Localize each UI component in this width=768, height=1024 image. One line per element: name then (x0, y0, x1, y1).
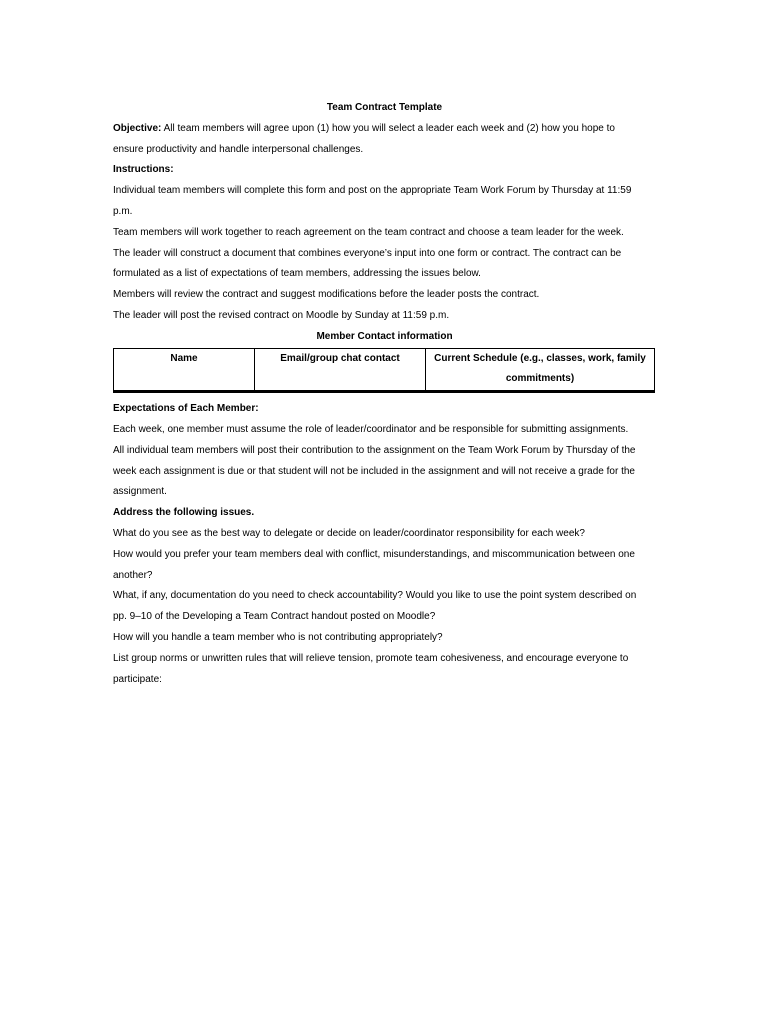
column-header-schedule: Current Schedule (e.g., classes, work, family commitments) (426, 348, 655, 392)
instructions-line: p.m. (113, 205, 133, 217)
document-title: Team Contract Template (326, 102, 443, 113)
expectations-line: Each week, one member must assume the role of leader/coordinator and be responsible for submitting assignments. (113, 423, 629, 435)
objective-line-1 (113, 119, 656, 140)
table-caption: Member Contact information (316, 330, 453, 342)
column-header-email: Email/group chat contact (255, 348, 426, 392)
issues-line: participate: (113, 673, 162, 685)
issues-line: How will you handle a team member who is not contributing appropriately? (113, 631, 443, 643)
issues-line: another? (113, 569, 153, 581)
issues-heading: Address the following issues. (113, 507, 255, 519)
issues-line: What do you see as the best way to delegate or decide on leader/coordinator responsibility for each week? (113, 527, 585, 539)
expectations-line: All individual team members will post their contribution to the assignment on the Team Work Forum by Thursday of the (113, 444, 636, 456)
instructions-line: Members will review the contract and suggest modifications before the leader posts the contract. (113, 289, 540, 301)
column-header-name: Name (114, 348, 255, 392)
issues-line: How would you prefer your team members deal with conflict, misunderstandings, and miscommunication between one (113, 548, 635, 560)
instructions-line: The leader will construct a document that combines everyone’s input into one form or contract. The contract can be (113, 247, 622, 259)
instructions-line: Team members will work together to reach agreement on the team contract and choose a team leader for the week. (113, 226, 624, 238)
instructions-line: Individual team members will complete this form and post on the appropriate Team Work Forum by Thursday at 11:59 (113, 185, 632, 197)
issues-line: List group norms or unwritten rules that will relieve tension, promote team cohesiveness, and encourage everyone to (113, 652, 629, 664)
instructions-line: The leader will post the revised contract on Moodle by Sunday at 11:59 p.m. (113, 309, 450, 321)
table-header-row (114, 348, 655, 392)
document-body (113, 98, 656, 690)
expectations-line: week each assignment is due or that student will not be included in the assignment and will not receive a grade for the (113, 465, 635, 477)
issues-line: pp. 9–10 of the Developing a Team Contract handout posted on Moodle? (113, 611, 436, 623)
expectations-heading: Expectations of Each Member: (113, 403, 259, 415)
objective-line-2: ensure productivity and handle interpersonal challenges. (113, 143, 364, 155)
expectations-line: assignment. (113, 486, 167, 498)
member-contact-table (113, 348, 655, 394)
objective-text-1: All team members will agree upon (1) how you will select a leader each week and (2) how you hope to (161, 122, 615, 134)
instructions-heading: Instructions: (113, 164, 174, 176)
issues-line: What, if any, documentation do you need to check accountability? Would you like to use the point system described on (113, 590, 637, 602)
instructions-line: formulated as a list of expectations of team members, addressing the issues below. (113, 268, 481, 280)
objective-label: Objective: (113, 122, 162, 134)
